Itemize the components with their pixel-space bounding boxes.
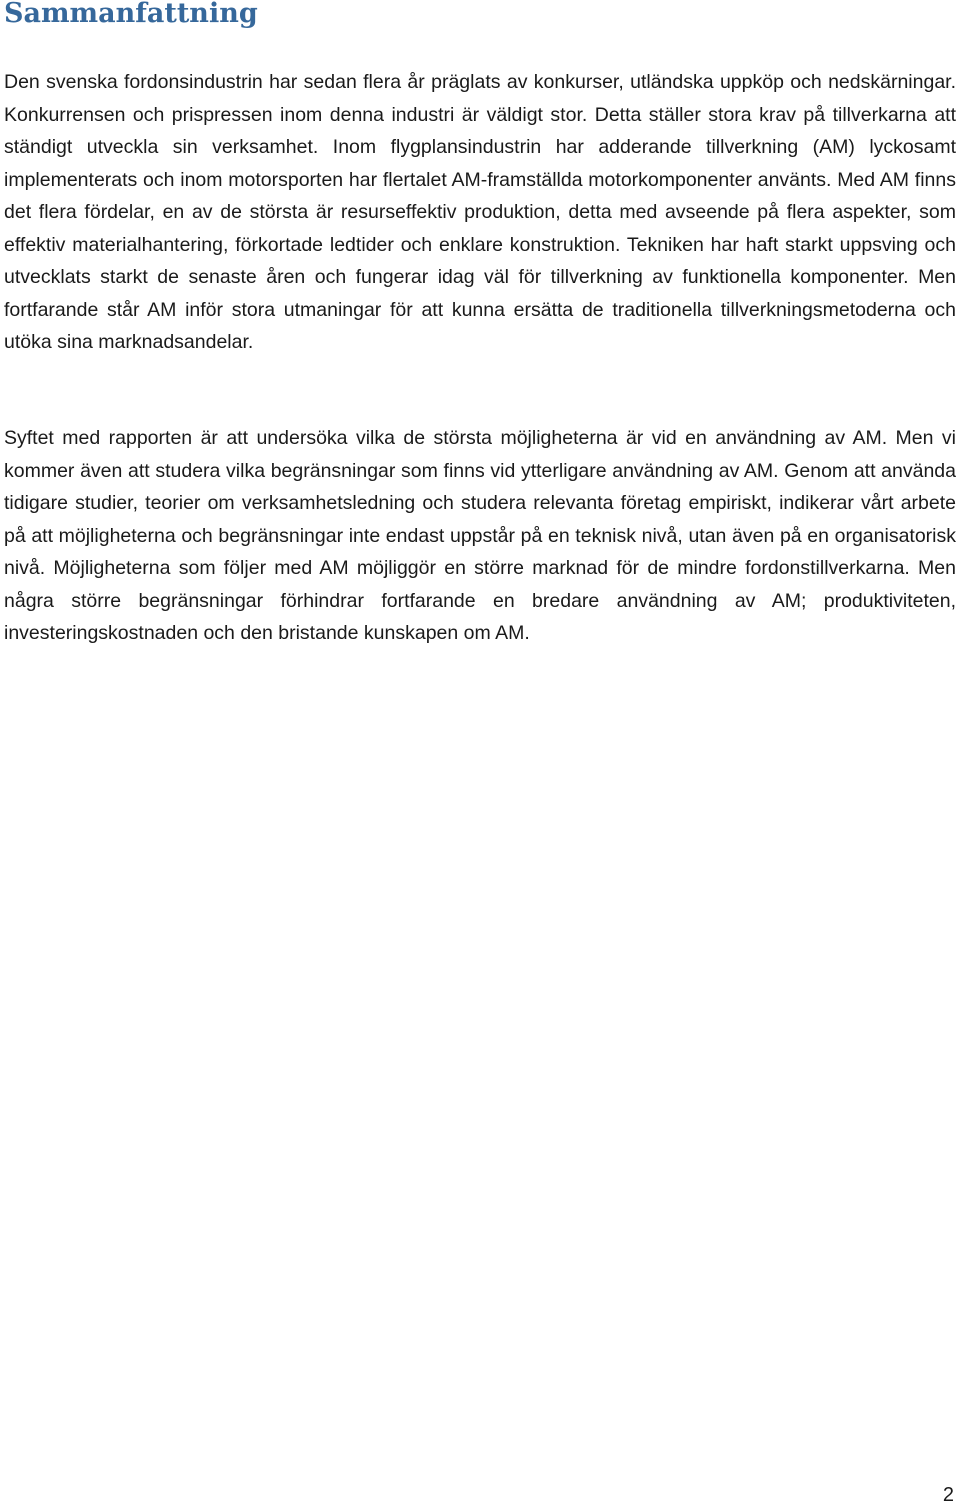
summary-paragraph-2: Syftet med rapporten är att undersöka vilka de största möjligheterna är vid en användning av AM. Men vi kommer även att studera vilka begränsningar som finns vid ytterligare användning av AM. Genom att använda tidigare studier, teorier om verksamhetsledning och studera relevanta företag empiriskt, indikerar vårt arbete på att möjligheterna och begränsningar inte endast uppstår på en teknisk nivå, utan även på en organisatorisk nivå. Möjligheterna som följer med AM möjliggör en större marknad för de mindre fordonstillverkarna. Men några större begränsningar förhindrar fortfarande en bredare användning av AM; produktiviteten, investeringskostnaden och den bristande kunskapen om AM. [4,427,956,644]
page-number: 2 [942,1484,954,1506]
page-title: Sammanfattning [4,0,258,29]
summary-paragraph-1: Den svenska fordonsindustrin har sedan flera år präglats av konkurser, utländska uppköp och nedskärningar. Konkurrensen och prispressen inom denna industri är väldigt stor. Detta ställer stora krav på tillverkarna att ständigt utveckla sin verksamhet. Inom flygplansindustrin har adderande tillverkning (AM) lyckosamt implementerats och inom motorsporten har flertalet AM-framställda motorkomponenter använts. Med AM finns det flera fördelar, en av de största är resurseffektiv produktion, detta med avseende på flera aspekter, som effektiv materialhantering, förkortade ledtider och enklare konstruktion. Tekniken har haft starkt uppsving och utvecklats starkt de senaste åren och fungerar idag väl för tillverkning av funktionella komponenter. Men fortfarande står AM inför stora utmaningar för att kunna ersätta de traditionella tillverkningsmetoderna och utöka sina marknadsandelar. [4,71,956,353]
